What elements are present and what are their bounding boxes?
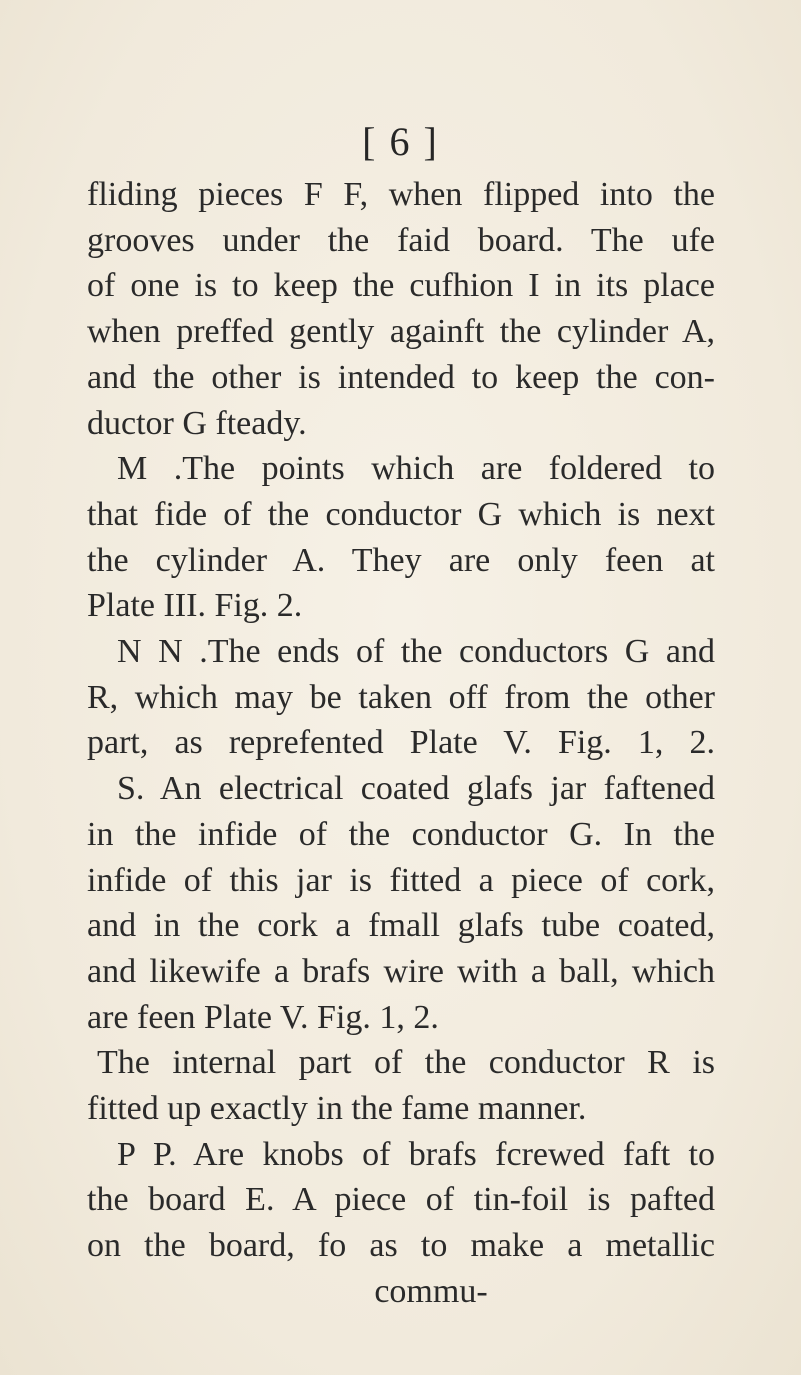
text-line: The internal part of the conductor R is [97, 1044, 715, 1082]
text-line: ductor G fteady. [87, 404, 307, 442]
text-line: are feen Plate V. Fig. 1, 2. [87, 998, 439, 1036]
text-line: and in the cork a fmall glafs tube coated, [87, 907, 715, 945]
text-line: in the infide of the conductor G. In the [87, 815, 715, 853]
text-line: N N .The ends of the conductors G and [117, 633, 715, 671]
text-line: P P. Are knobs of brafs fcrewed faft to [117, 1135, 715, 1173]
text-line: M .The points which are foldered to [117, 450, 715, 488]
text-line: Plate III. Fig. 2. [87, 587, 303, 625]
page-number-header: [ 6 ] [362, 119, 439, 164]
text-line: the cylinder A. They are only feen at [87, 541, 715, 579]
text-line: and the other is intended to keep the con- [87, 358, 715, 396]
catchword: commu- [374, 1272, 488, 1310]
text-line: when preffed gently againft the cylinder A, [87, 313, 715, 351]
text-line: part, as reprefented Plate V. Fig. 1, 2. [87, 724, 715, 762]
text-line: that fide of the conductor G which is next [87, 495, 715, 533]
text-line: the board E. A piece of tin-foil is pafted [87, 1181, 715, 1219]
text-line: fitted up exactly in the fame manner. [87, 1090, 587, 1128]
text-line: and likewife a brafs wire with a ball, which [87, 952, 715, 990]
text-line: on the board, fo as to make a metallic [87, 1227, 715, 1265]
text-line: infide of this jar is fitted a piece of cork, [87, 861, 715, 899]
text-line: grooves under the faid board. The ufe [87, 221, 715, 259]
body-text [87, 172, 715, 1315]
text-line: of one is to keep the cufhion I in its place [87, 267, 715, 305]
text-line: R, which may be taken off from the other [87, 678, 715, 716]
text-line: S. An electrical coated glafs jar faftened [117, 770, 715, 808]
text-line: fliding pieces F F, when flipped into the [87, 176, 715, 213]
